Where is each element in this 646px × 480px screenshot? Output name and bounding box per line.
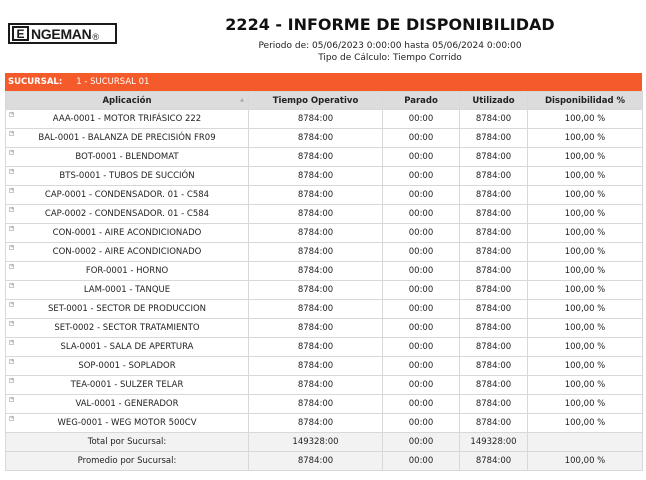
cell-disponibilidad: 100,00 % <box>528 262 643 281</box>
branch-value: 1 - SUCURSAL 01 <box>76 77 150 87</box>
expand-icon[interactable]: + <box>10 320 15 326</box>
cell-disponibilidad: 100,00 % <box>528 224 643 243</box>
column-header-label: Aplicación <box>102 95 152 106</box>
cell-parado: 00:00 <box>383 205 460 224</box>
cell-tiempo-operativo: 8784:00 <box>249 262 383 281</box>
table-row[interactable] <box>6 205 643 224</box>
cell-tiempo-operativo: 8784:00 <box>249 319 383 338</box>
cell-disponibilidad: 100,00 % <box>528 148 643 167</box>
cell-utilizado: 8784:00 <box>460 281 528 300</box>
application-name: CAP-0001 - CONDENSADOR. 01 - C584 <box>44 190 210 200</box>
application-name: WEG-0001 - WEG MOTOR 500CV <box>57 418 197 428</box>
logo-letter-box: E <box>12 26 29 41</box>
cell-aplicacion <box>6 129 249 148</box>
cell-parado: 00:00 <box>383 357 460 376</box>
expand-icon[interactable]: + <box>10 187 15 193</box>
expand-icon[interactable]: + <box>10 206 15 212</box>
expand-icon[interactable]: + <box>10 282 15 288</box>
application-name: FOR-0001 - HORNO <box>85 266 169 276</box>
cell-parado: 00:00 <box>383 376 460 395</box>
cell-tiempo-operativo: 8784:00 <box>249 148 383 167</box>
cell-parado: 00:00 <box>383 300 460 319</box>
column-header-aplicacion[interactable] <box>6 92 249 110</box>
table-row[interactable] <box>6 148 643 167</box>
cell-disponibilidad: 100,00 % <box>528 243 643 262</box>
cell-parado: 00:00 <box>383 395 460 414</box>
expand-icon[interactable]: + <box>10 244 15 250</box>
table-row[interactable] <box>6 110 643 129</box>
cell-disponibilidad: 100,00 % <box>528 205 643 224</box>
cell-tiempo-operativo: 8784:00 <box>249 414 383 433</box>
total-label: Total por Sucursal: <box>6 433 249 452</box>
application-name: BTS-0001 - TUBOS DE SUCCIÓN <box>59 171 195 181</box>
cell-aplicacion <box>6 338 249 357</box>
cell-tiempo-operativo: 8784:00 <box>249 338 383 357</box>
cell-utilizado: 8784:00 <box>460 224 528 243</box>
cell-disponibilidad: 100,00 % <box>528 167 643 186</box>
cell-disponibilidad: 100,00 % <box>528 414 643 433</box>
average-disponibilidad: 100,00 % <box>528 452 643 471</box>
expand-icon[interactable]: + <box>10 130 15 136</box>
cell-disponibilidad: 100,00 % <box>528 300 643 319</box>
cell-aplicacion <box>6 300 249 319</box>
cell-parado: 00:00 <box>383 319 460 338</box>
cell-aplicacion <box>6 186 249 205</box>
cell-parado: 00:00 <box>383 243 460 262</box>
cell-aplicacion <box>6 281 249 300</box>
cell-aplicacion <box>6 395 249 414</box>
application-name: SOP-0001 - SOPLADOR <box>78 361 176 371</box>
cell-tiempo-operativo: 8784:00 <box>249 376 383 395</box>
cell-tiempo-operativo: 8784:00 <box>249 357 383 376</box>
total-disponibilidad <box>528 433 643 452</box>
expand-icon[interactable]: + <box>10 111 15 117</box>
cell-utilizado: 8784:00 <box>460 167 528 186</box>
total-row <box>6 433 643 452</box>
table-row[interactable] <box>6 281 643 300</box>
table-row[interactable] <box>6 224 643 243</box>
cell-disponibilidad: 100,00 % <box>528 357 643 376</box>
table-row[interactable] <box>6 262 643 281</box>
application-name: BOT-0001 - BLENDOMAT <box>75 152 179 162</box>
column-header-parado[interactable]: Parado <box>383 92 460 110</box>
table-row[interactable] <box>6 186 643 205</box>
cell-disponibilidad: 100,00 % <box>528 281 643 300</box>
report-period: Periodo de: 05/06/2023 0:00:00 hasta 05/06/2024 0:00:00 <box>258 41 522 51</box>
expand-icon[interactable]: + <box>10 149 15 155</box>
table-header-row <box>6 92 643 110</box>
application-name: AAA-0001 - MOTOR TRIFÁSICO 222 <box>52 114 202 124</box>
cell-utilizado: 8784:00 <box>460 205 528 224</box>
table-row[interactable] <box>6 167 643 186</box>
cell-aplicacion <box>6 376 249 395</box>
average-utilizado: 8784:00 <box>460 452 528 471</box>
cell-aplicacion <box>6 110 249 129</box>
expand-icon[interactable]: + <box>10 168 15 174</box>
report-calc-type: Tipo de Cálculo: Tiempo Corrido <box>318 53 462 63</box>
cell-aplicacion <box>6 414 249 433</box>
average-operativo: 8784:00 <box>249 452 383 471</box>
cell-disponibilidad: 100,00 % <box>528 338 643 357</box>
application-name: BAL-0001 - BALANZA DE PRECISIÓN FR09 <box>38 133 216 143</box>
table-body <box>6 110 643 433</box>
cell-tiempo-operativo: 8784:00 <box>249 110 383 129</box>
cell-aplicacion <box>6 357 249 376</box>
expand-icon[interactable]: + <box>10 225 15 231</box>
cell-aplicacion <box>6 148 249 167</box>
table-row[interactable] <box>6 357 643 376</box>
cell-tiempo-operativo: 8784:00 <box>249 224 383 243</box>
availability-table <box>5 91 643 471</box>
cell-aplicacion <box>6 319 249 338</box>
cell-utilizado: 8784:00 <box>460 414 528 433</box>
table-row[interactable] <box>6 338 643 357</box>
cell-utilizado: 8784:00 <box>460 338 528 357</box>
application-name: SET-0002 - SECTOR TRATAMIENTO <box>54 323 200 333</box>
cell-tiempo-operativo: 8784:00 <box>249 129 383 148</box>
cell-utilizado: 8784:00 <box>460 357 528 376</box>
cell-disponibilidad: 100,00 % <box>528 395 643 414</box>
table-row[interactable] <box>6 395 643 414</box>
total-utilizado: 149328:00 <box>460 433 528 452</box>
cell-parado: 00:00 <box>383 186 460 205</box>
cell-parado: 00:00 <box>383 129 460 148</box>
cell-utilizado: 8784:00 <box>460 319 528 338</box>
logo-text: NGEMAN <box>31 25 92 42</box>
expand-icon[interactable]: + <box>10 263 15 269</box>
branch-label: SUCURSAL: <box>8 77 63 87</box>
cell-parado: 00:00 <box>383 224 460 243</box>
cell-tiempo-operativo: 8784:00 <box>249 281 383 300</box>
cell-aplicacion <box>6 205 249 224</box>
average-row <box>6 452 643 471</box>
cell-parado: 00:00 <box>383 414 460 433</box>
cell-aplicacion <box>6 243 249 262</box>
cell-tiempo-operativo: 8784:00 <box>249 186 383 205</box>
cell-tiempo-operativo: 8784:00 <box>249 243 383 262</box>
cell-parado: 00:00 <box>383 110 460 129</box>
cell-aplicacion <box>6 224 249 243</box>
cell-utilizado: 8784:00 <box>460 186 528 205</box>
application-name: CON-0002 - AIRE ACONDICIONADO <box>52 247 202 257</box>
cell-parado: 00:00 <box>383 167 460 186</box>
cell-utilizado: 8784:00 <box>460 148 528 167</box>
application-name: LAM-0001 - TANQUE <box>83 285 171 295</box>
cell-utilizado: 8784:00 <box>460 243 528 262</box>
sort-icon[interactable]: ▲ <box>240 97 244 103</box>
application-name: SET-0001 - SECTOR DE PRODUCCION <box>47 304 207 314</box>
expand-icon[interactable]: + <box>10 339 15 345</box>
cell-parado: 00:00 <box>383 262 460 281</box>
application-name: SLA-0001 - SALA DE APERTURA <box>60 342 194 352</box>
column-header-tiempo-operativo[interactable]: Tiempo Operativo <box>249 92 383 110</box>
cell-disponibilidad: 100,00 % <box>528 110 643 129</box>
table-row[interactable] <box>6 376 643 395</box>
expand-icon[interactable]: + <box>10 396 15 402</box>
cell-disponibilidad: 100,00 % <box>528 376 643 395</box>
expand-icon[interactable]: + <box>10 358 15 364</box>
table-row[interactable] <box>6 414 643 433</box>
cell-parado: 00:00 <box>383 281 460 300</box>
cell-utilizado: 8784:00 <box>460 129 528 148</box>
total-operativo: 149328:00 <box>249 433 383 452</box>
cell-tiempo-operativo: 8784:00 <box>249 205 383 224</box>
column-header-utilizado[interactable]: Utilizado <box>460 92 528 110</box>
cell-tiempo-operativo: 8784:00 <box>249 395 383 414</box>
cell-aplicacion <box>6 262 249 281</box>
cell-disponibilidad: 100,00 % <box>528 319 643 338</box>
application-name: CON-0001 - AIRE ACONDICIONADO <box>52 228 202 238</box>
average-label: Promedio por Sucursal: <box>6 452 249 471</box>
average-parado: 00:00 <box>383 452 460 471</box>
cell-disponibilidad: 100,00 % <box>528 186 643 205</box>
table-row[interactable] <box>6 319 643 338</box>
branch-bar <box>5 73 642 91</box>
engeman-logo <box>8 23 117 44</box>
application-name: VAL-0001 - GENERADOR <box>75 399 179 409</box>
cell-aplicacion <box>6 167 249 186</box>
application-name: TEA-0001 - SULZER TELAR <box>70 380 184 390</box>
registered-mark-icon: ® <box>92 31 100 42</box>
table-row[interactable] <box>6 300 643 319</box>
column-header-disponibilidad[interactable]: Disponibilidad % <box>528 92 643 110</box>
cell-parado: 00:00 <box>383 148 460 167</box>
cell-disponibilidad: 100,00 % <box>528 129 643 148</box>
expand-icon[interactable]: + <box>10 301 15 307</box>
cell-utilizado: 8784:00 <box>460 395 528 414</box>
cell-utilizado: 8784:00 <box>460 262 528 281</box>
total-parado: 00:00 <box>383 433 460 452</box>
cell-utilizado: 8784:00 <box>460 110 528 129</box>
cell-utilizado: 8784:00 <box>460 300 528 319</box>
cell-tiempo-operativo: 8784:00 <box>249 300 383 319</box>
report-title: 2224 - INFORME DE DISPONIBILIDAD <box>225 15 555 34</box>
table-row[interactable] <box>6 129 643 148</box>
cell-parado: 00:00 <box>383 338 460 357</box>
cell-tiempo-operativo: 8784:00 <box>249 167 383 186</box>
expand-icon[interactable]: + <box>10 415 15 421</box>
cell-utilizado: 8784:00 <box>460 376 528 395</box>
expand-icon[interactable]: + <box>10 377 15 383</box>
application-name: CAP-0002 - CONDENSADOR. 01 - C584 <box>44 209 210 219</box>
table-row[interactable] <box>6 243 643 262</box>
